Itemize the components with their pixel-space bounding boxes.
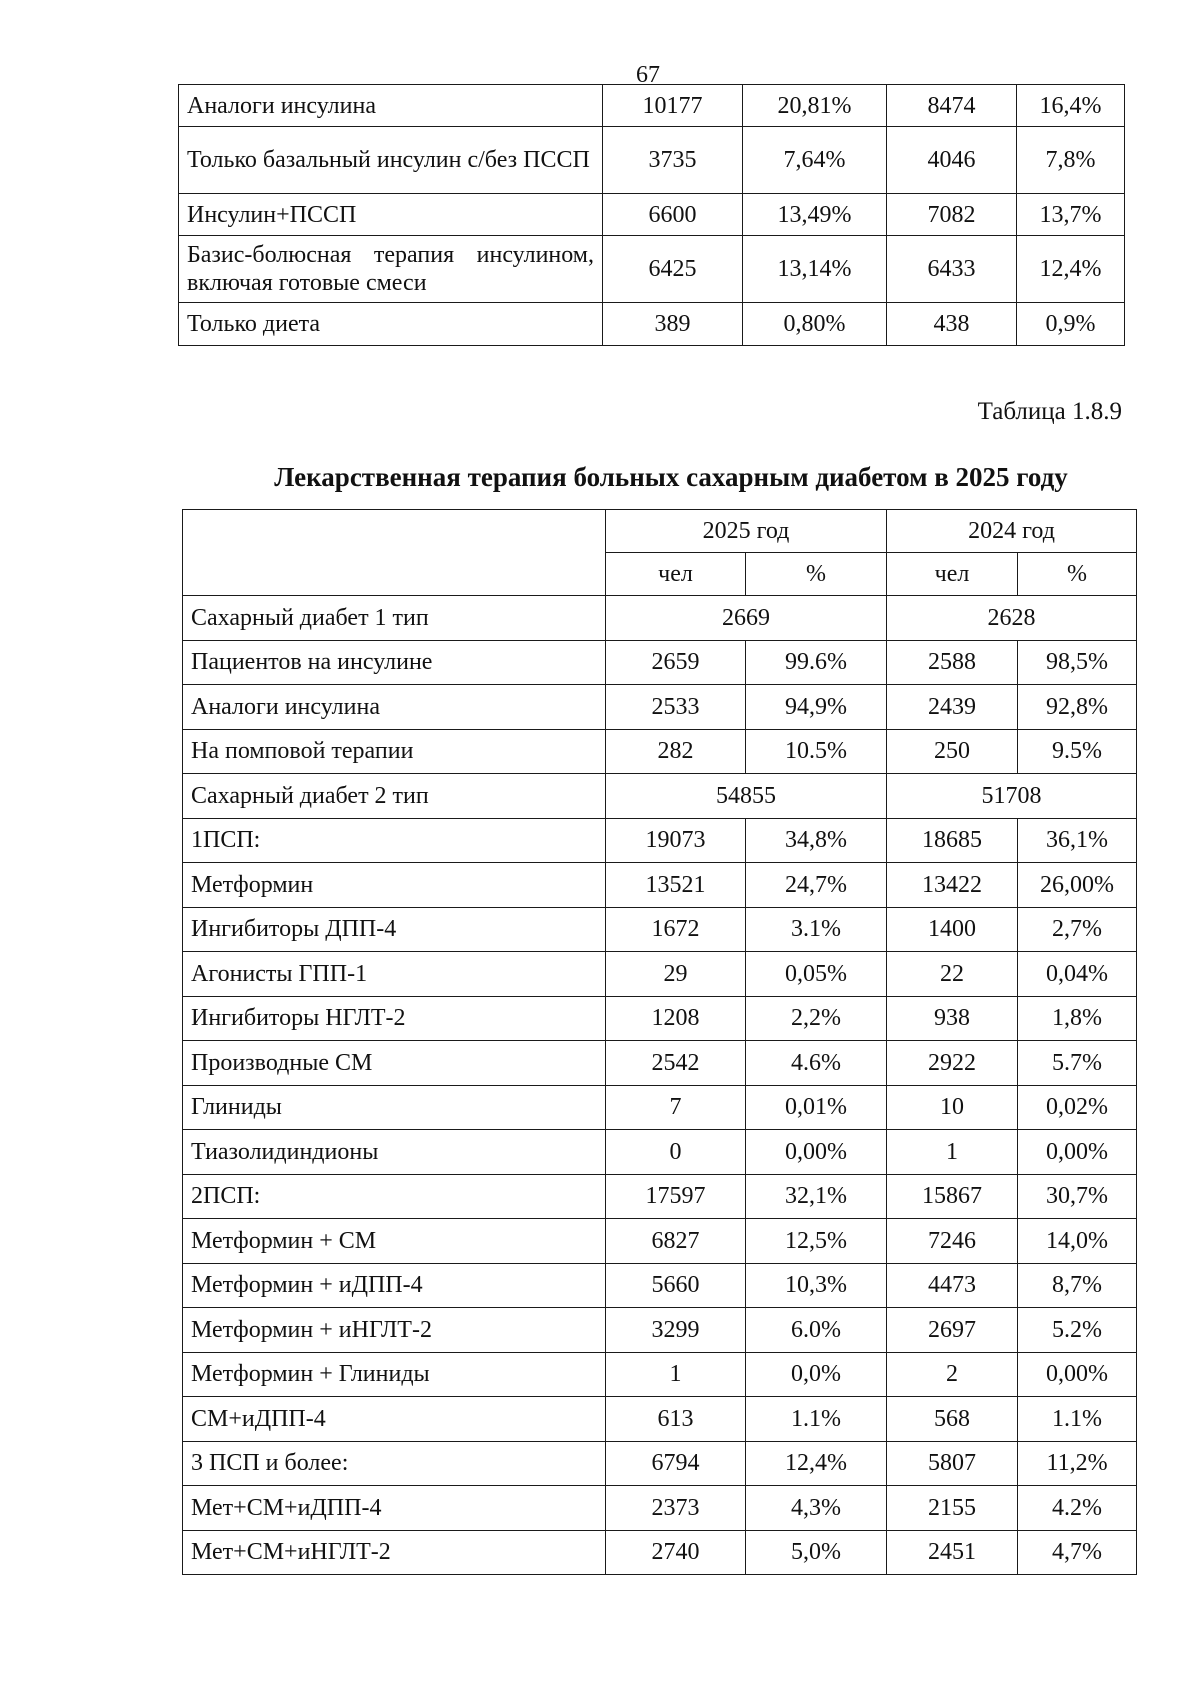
table-row — [179, 303, 1125, 346]
drug-therapy-table-body — [183, 510, 1137, 1575]
value-percent-2024: 0,00% — [1018, 1130, 1137, 1175]
value-people-2024: 10 — [887, 1085, 1018, 1130]
row-label: Метформин — [183, 863, 606, 908]
value-people-2025: 13521 — [606, 863, 746, 908]
section-total-2025: 2669 — [606, 596, 887, 641]
value-people-2025: 6425 — [603, 236, 743, 303]
value-percent-2025: 3.1% — [746, 907, 887, 952]
row-label: 2ПСП: — [183, 1174, 606, 1219]
value-percent-2024: 1.1% — [1018, 1397, 1137, 1442]
row-label: На помповой терапии — [183, 729, 606, 774]
value-percent-2025: 0,00% — [746, 1130, 887, 1175]
value-people-2024: 2 — [887, 1352, 1018, 1397]
value-percent-2025: 12,5% — [746, 1219, 887, 1264]
value-people-2024: 7082 — [887, 194, 1017, 236]
value-people-2025: 6827 — [606, 1219, 746, 1264]
row-label: Только базальный инсулин с/без ПССП — [179, 127, 603, 194]
value-percent-2025: 7,64% — [743, 127, 887, 194]
value-people-2024: 2155 — [887, 1486, 1018, 1531]
value-percent-2024: 36,1% — [1018, 818, 1137, 863]
value-percent-2024: 98,5% — [1018, 640, 1137, 685]
table-row — [183, 907, 1137, 952]
value-percent-2025: 10,3% — [746, 1263, 887, 1308]
value-percent-2024: 92,8% — [1018, 685, 1137, 730]
row-label: Мет+СМ+иДПП-4 — [183, 1486, 606, 1531]
row-label: Тиазолидиндионы — [183, 1130, 606, 1175]
value-people-2025: 1208 — [606, 996, 746, 1041]
value-percent-2024: 11,2% — [1018, 1441, 1137, 1486]
value-people-2025: 282 — [606, 729, 746, 774]
table-row — [183, 1219, 1137, 1264]
row-label: Только диета — [179, 303, 603, 346]
row-label: Агонисты ГПП-1 — [183, 952, 606, 997]
value-people-2025: 5660 — [606, 1263, 746, 1308]
value-people-2024: 13422 — [887, 863, 1018, 908]
value-people-2024: 938 — [887, 996, 1018, 1041]
table-row — [183, 863, 1137, 908]
row-label: Метформин + СМ — [183, 1219, 606, 1264]
row-label: Ингибиторы ДПП-4 — [183, 907, 606, 952]
value-people-2024: 7246 — [887, 1219, 1018, 1264]
table-row — [183, 1174, 1137, 1219]
row-label: Метформин + иНГЛТ-2 — [183, 1308, 606, 1353]
value-percent-2024: 5.2% — [1018, 1308, 1137, 1353]
value-percent-2024: 0,9% — [1017, 303, 1125, 346]
value-percent-2024: 5.7% — [1018, 1041, 1137, 1086]
row-label: Глиниды — [183, 1085, 606, 1130]
table-row — [183, 1486, 1137, 1531]
section-total-2024: 51708 — [887, 774, 1137, 819]
value-people-2025: 2533 — [606, 685, 746, 730]
value-people-2024: 2588 — [887, 640, 1018, 685]
value-percent-2024: 0,04% — [1018, 952, 1137, 997]
table-row — [183, 1263, 1137, 1308]
section-label: Сахарный диабет 2 тип — [183, 774, 606, 819]
value-people-2024: 250 — [887, 729, 1018, 774]
value-percent-2025: 24,7% — [746, 863, 887, 908]
value-percent-2024: 0,00% — [1018, 1352, 1137, 1397]
table-row — [183, 1130, 1137, 1175]
value-percent-2025: 0,05% — [746, 952, 887, 997]
value-percent-2024: 4.2% — [1018, 1486, 1137, 1531]
value-percent-2024: 8,7% — [1018, 1263, 1137, 1308]
value-percent-2025: 13,49% — [743, 194, 887, 236]
value-people-2025: 2542 — [606, 1041, 746, 1086]
table-row — [183, 818, 1137, 863]
table-title: Лекарственная терапия больных сахарным диабетом в 2025 году — [274, 462, 1068, 492]
section-total-2024: 2628 — [887, 596, 1137, 641]
row-label: Пациентов на инсулине — [183, 640, 606, 685]
table-caption: Таблица 1.8.9 — [977, 398, 1122, 425]
row-label: СМ+иДПП-4 — [183, 1397, 606, 1442]
value-percent-2025: 99.6% — [746, 640, 887, 685]
value-percent-2025: 34,8% — [746, 818, 887, 863]
row-label: Аналоги инсулина — [183, 685, 606, 730]
value-people-2025: 3299 — [606, 1308, 746, 1353]
header-year-2024: 2024 год — [887, 510, 1137, 553]
value-percent-2024: 7,8% — [1017, 127, 1125, 194]
value-people-2024: 438 — [887, 303, 1017, 346]
value-percent-2025: 1.1% — [746, 1397, 887, 1442]
table-row — [183, 1308, 1137, 1353]
row-label: 1ПСП: — [183, 818, 606, 863]
section-label: Сахарный диабет 1 тип — [183, 596, 606, 641]
value-percent-2025: 20,81% — [743, 85, 887, 127]
header-row-years — [183, 510, 1137, 553]
section-row-type1 — [183, 596, 1137, 641]
value-people-2024: 4046 — [887, 127, 1017, 194]
value-percent-2024: 13,7% — [1017, 194, 1125, 236]
value-percent-2025: 0,01% — [746, 1085, 887, 1130]
table-row — [179, 127, 1125, 194]
table-row — [183, 1397, 1137, 1442]
value-percent-2025: 32,1% — [746, 1174, 887, 1219]
value-people-2024: 18685 — [887, 818, 1018, 863]
value-people-2024: 6433 — [887, 236, 1017, 303]
value-percent-2025: 0,80% — [743, 303, 887, 346]
value-percent-2025: 13,14% — [743, 236, 887, 303]
drug-therapy-table — [182, 509, 1137, 1575]
table-row — [179, 85, 1125, 127]
value-percent-2024: 14,0% — [1018, 1219, 1137, 1264]
section-total-2025: 54855 — [606, 774, 887, 819]
value-people-2024: 8474 — [887, 85, 1017, 127]
value-percent-2024: 30,7% — [1018, 1174, 1137, 1219]
table-row — [179, 194, 1125, 236]
row-label: Метформин + иДПП-4 — [183, 1263, 606, 1308]
value-people-2024: 4473 — [887, 1263, 1018, 1308]
value-percent-2024: 16,4% — [1017, 85, 1125, 127]
row-label: Базис-болюсная терапия инсулином, включая готовые смеси — [179, 236, 603, 303]
value-percent-2025: 2,2% — [746, 996, 887, 1041]
value-people-2025: 2659 — [606, 640, 746, 685]
header-percent-2025: % — [746, 553, 887, 596]
table-row — [183, 1441, 1137, 1486]
value-people-2025: 29 — [606, 952, 746, 997]
header-year-2025: 2025 год — [606, 510, 887, 553]
row-label: Мет+СМ+иНГЛТ-2 — [183, 1530, 606, 1575]
value-people-2025: 17597 — [606, 1174, 746, 1219]
table-row — [183, 729, 1137, 774]
value-percent-2025: 4,3% — [746, 1486, 887, 1531]
header-percent-2024: % — [1018, 553, 1137, 596]
value-people-2024: 2697 — [887, 1308, 1018, 1353]
value-percent-2024: 26,00% — [1018, 863, 1137, 908]
value-percent-2024: 1,8% — [1018, 996, 1137, 1041]
value-people-2025: 6600 — [603, 194, 743, 236]
value-people-2024: 2451 — [887, 1530, 1018, 1575]
value-percent-2025: 94,9% — [746, 685, 887, 730]
value-people-2025: 6794 — [606, 1441, 746, 1486]
value-people-2024: 568 — [887, 1397, 1018, 1442]
value-people-2024: 5807 — [887, 1441, 1018, 1486]
header-empty-cell — [183, 510, 606, 596]
continued-table — [178, 84, 1125, 346]
value-percent-2025: 12,4% — [746, 1441, 887, 1486]
page-number: 67 — [636, 62, 660, 88]
value-percent-2024: 4,7% — [1018, 1530, 1137, 1575]
value-people-2025: 2740 — [606, 1530, 746, 1575]
table-row — [183, 952, 1137, 997]
continued-table-body — [179, 85, 1125, 346]
value-people-2025: 2373 — [606, 1486, 746, 1531]
value-people-2024: 2439 — [887, 685, 1018, 730]
value-people-2025: 613 — [606, 1397, 746, 1442]
table-row — [183, 1085, 1137, 1130]
value-percent-2025: 6.0% — [746, 1308, 887, 1353]
section-row-type2 — [183, 774, 1137, 819]
value-percent-2024: 12,4% — [1017, 236, 1125, 303]
header-people-2025: чел — [606, 553, 746, 596]
row-label: Ингибиторы НГЛТ-2 — [183, 996, 606, 1041]
table-row — [183, 1352, 1137, 1397]
value-people-2025: 1672 — [606, 907, 746, 952]
value-people-2024: 1 — [887, 1130, 1018, 1175]
value-people-2025: 3735 — [603, 127, 743, 194]
value-people-2024: 1400 — [887, 907, 1018, 952]
table-row — [179, 236, 1125, 303]
value-people-2024: 15867 — [887, 1174, 1018, 1219]
value-people-2025: 10177 — [603, 85, 743, 127]
row-label: Производные СМ — [183, 1041, 606, 1086]
value-percent-2024: 2,7% — [1018, 907, 1137, 952]
table-row — [183, 996, 1137, 1041]
table-row — [183, 1530, 1137, 1575]
table-row — [183, 640, 1137, 685]
table-row — [183, 685, 1137, 730]
row-label: Аналоги инсулина — [179, 85, 603, 127]
row-label: Метформин + Глиниды — [183, 1352, 606, 1397]
row-label: Инсулин+ПССП — [179, 194, 603, 236]
row-label: 3 ПСП и более: — [183, 1441, 606, 1486]
value-percent-2025: 5,0% — [746, 1530, 887, 1575]
header-people-2024: чел — [887, 553, 1018, 596]
value-percent-2024: 9.5% — [1018, 729, 1137, 774]
value-percent-2025: 10.5% — [746, 729, 887, 774]
value-people-2024: 2922 — [887, 1041, 1018, 1086]
value-percent-2024: 0,02% — [1018, 1085, 1137, 1130]
table-row — [183, 1041, 1137, 1086]
value-people-2025: 0 — [606, 1130, 746, 1175]
value-people-2025: 389 — [603, 303, 743, 346]
value-people-2024: 22 — [887, 952, 1018, 997]
value-percent-2025: 0,0% — [746, 1352, 887, 1397]
value-percent-2025: 4.6% — [746, 1041, 887, 1086]
value-people-2025: 1 — [606, 1352, 746, 1397]
value-people-2025: 19073 — [606, 818, 746, 863]
value-people-2025: 7 — [606, 1085, 746, 1130]
